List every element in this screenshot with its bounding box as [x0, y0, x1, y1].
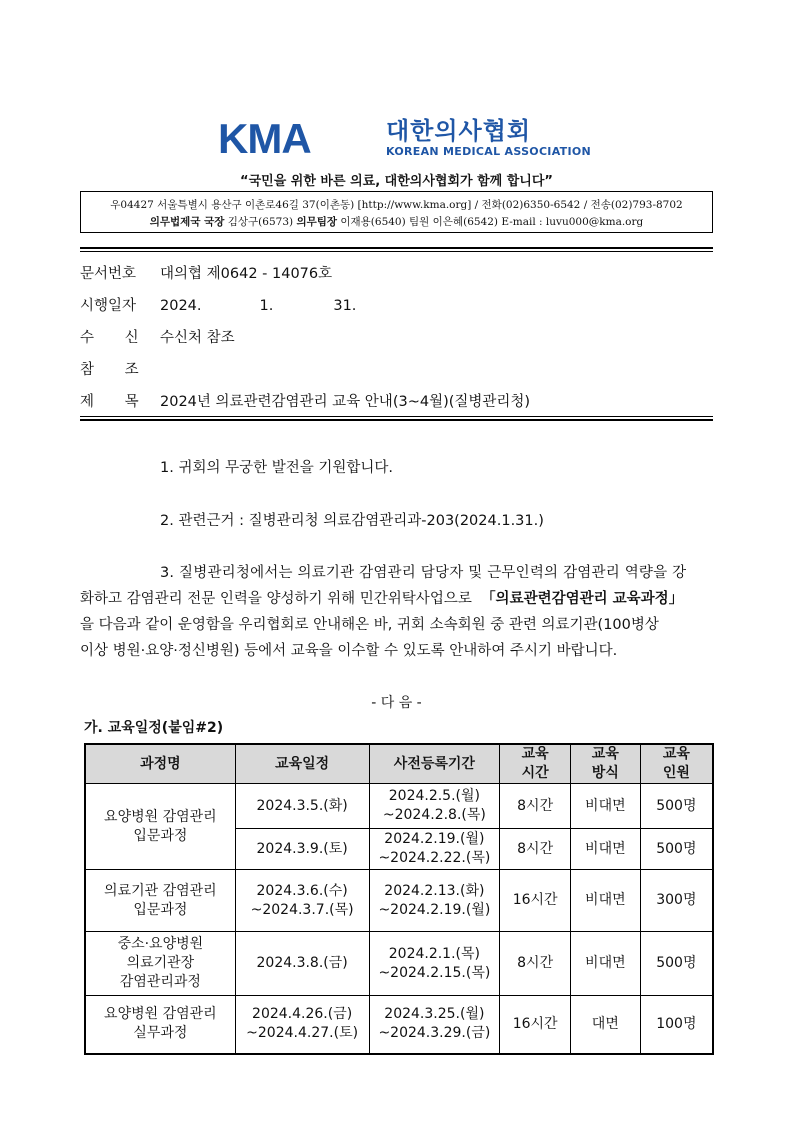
cell-hours: 8시간 [500, 829, 571, 870]
cell-registration: 2024.2.1.(목) ~2024.2.15.(목) [369, 932, 500, 996]
reference-label: 참 조 [80, 362, 139, 378]
bottom-rule [80, 419, 713, 421]
cell-hours: 8시간 [500, 784, 571, 829]
paragraph-3-line-2-text: 화하고 감염관리 전문 인력을 양성하기 위해 민간위탁사업으로 [80, 591, 472, 607]
table-header-row [85, 744, 713, 784]
cell-method: 비대면 [570, 870, 640, 932]
cell-course: 의료기관 감염관리 입문과정 [85, 870, 235, 932]
cell-schedule: 2024.3.8.(금) [235, 932, 369, 996]
cell-course: 요양병원 감염관리 실무과정 [85, 996, 235, 1054]
paragraph-3-line-3: 을 다음과 같이 운영함을 우리협회로 안내해온 바, 귀회 소속회원 중 관련 의료기관(100병상 [80, 617, 659, 633]
paragraph-3-line-4: 이상 병원·요양·정신병원) 등에서 교육을 이수할 수 있도록 안내하여 주시기 바랍니다. [80, 643, 618, 659]
cell-course: 요양병원 감염관리 입문과정 [85, 784, 235, 870]
cell-method: 비대면 [570, 829, 640, 870]
section-a-heading: 가. 교육일정(붙임#2) [84, 720, 224, 736]
subject-label: 제 목 [80, 394, 139, 410]
paragraph-3-line-2 [80, 587, 683, 608]
doc-number-label: 문서번호 [80, 266, 137, 282]
course-name-highlight: 「의료관련감염관리 교육과정」 [481, 591, 684, 607]
date-month: 1. [259, 298, 274, 314]
date-year: 2024. [160, 298, 202, 314]
table-row [85, 932, 713, 996]
recipient-row [80, 326, 235, 347]
cell-count: 500명 [640, 784, 713, 829]
address-line: 우04427 서울특별시 용산구 이촌로46길 37(이촌동) [http://www.kma.org] / 전화(02)6350-6542 / 전송(02)793-8702 [110, 199, 683, 211]
next-heading: - 다 음 - [371, 695, 422, 711]
schedule-table [84, 743, 714, 1055]
doc-number-row [80, 262, 332, 283]
header-schedule: 교육일정 [235, 744, 369, 784]
cell-registration: 2024.2.13.(화) ~2024.2.19.(월) [369, 870, 500, 932]
subject-row [80, 390, 530, 411]
manager-label: 의무팀장 [296, 216, 338, 228]
cell-hours: 16시간 [500, 996, 571, 1054]
cell-method: 대면 [570, 996, 640, 1054]
manager-contact: 이재용(6540) 팀원 이은혜(6542) E-mail : luvu000@kma.org [340, 216, 644, 228]
cell-schedule: 2024.3.6.(수) ~2024.3.7.(목) [235, 870, 369, 932]
date-label: 시행일자 [80, 298, 137, 314]
logo-korean: 대한의사협회 [386, 117, 532, 145]
address-box [80, 191, 713, 233]
table-row [85, 996, 713, 1054]
reference-row [80, 358, 160, 379]
cell-count: 500명 [640, 829, 713, 870]
bottom-rule-inner [80, 416, 713, 417]
cell-method: 비대면 [570, 932, 640, 996]
paragraph-2: 2. 관련근거 : 질병관리청 의료감염관리과-203(2024.1.31.) [160, 513, 544, 529]
slogan: “국민을 위한 바른 의료, 대한의사협회가 함께 합니다” [240, 174, 553, 189]
cell-course: 중소·요양병원 의료기관장 감염관리과정 [85, 932, 235, 996]
header-hours: 교육 시간 [500, 744, 571, 784]
logo-english: KOREAN MEDICAL ASSOCIATION [386, 145, 592, 158]
cell-registration: 2024.2.19.(월) ~2024.2.22.(목) [369, 829, 500, 870]
header-registration: 사전등록기간 [369, 744, 500, 784]
cell-hours: 16시간 [500, 870, 571, 932]
header-method: 교육 방식 [570, 744, 640, 784]
recipient-label: 수 신 [80, 330, 139, 346]
subject: 2024년 의료관련감염관리 교육 안내(3~4월)(질병관리청) [160, 394, 531, 410]
doc-number: 대의협 제0642 - 14076호 [160, 266, 333, 282]
cell-method: 비대면 [570, 784, 640, 829]
table-row [85, 784, 713, 829]
cell-registration: 2024.2.5.(월) ~2024.2.8.(목) [369, 784, 500, 829]
header-course: 과정명 [85, 744, 235, 784]
director-label: 의무법제국 국장 [149, 216, 225, 228]
cell-count: 100명 [640, 996, 713, 1054]
cell-schedule: 2024.3.9.(토) [235, 829, 369, 870]
paragraph-3-line-1: 3. 질병관리청에서는 의료기관 감염관리 담당자 및 근무인력의 감염관리 역량을 강 [160, 565, 687, 581]
cell-registration: 2024.3.25.(월) ~2024.3.29.(금) [369, 996, 500, 1054]
logo-latin: KMA [218, 115, 311, 162]
kma-logo [218, 115, 592, 162]
top-rule-inner [80, 251, 713, 252]
staff-line [85, 214, 708, 229]
table-row [85, 870, 713, 932]
cell-count: 500명 [640, 932, 713, 996]
paragraph-1: 1. 귀회의 무궁한 발전을 기원합니다. [160, 460, 393, 476]
top-rule [80, 247, 713, 249]
director-name: 김상구(6573) [227, 216, 294, 228]
cell-count: 300명 [640, 870, 713, 932]
date-day: 31. [333, 298, 357, 314]
cell-schedule: 2024.4.26.(금) ~2024.4.27.(토) [235, 996, 369, 1054]
cell-hours: 8시간 [500, 932, 571, 996]
header-count: 교육 인원 [640, 744, 713, 784]
date-row [80, 294, 356, 315]
recipient: 수신처 참조 [160, 330, 235, 346]
cell-schedule: 2024.3.5.(화) [235, 784, 369, 829]
